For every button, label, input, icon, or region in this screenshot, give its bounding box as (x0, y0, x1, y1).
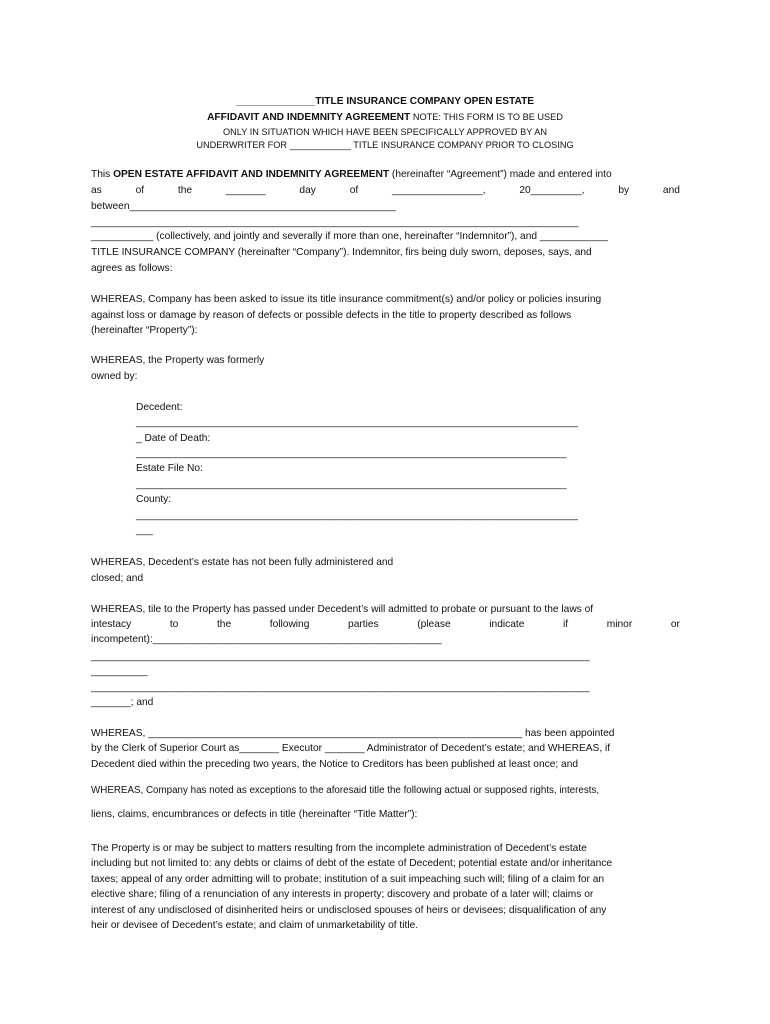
agreement-name: OPEN ESTATE AFFIDAVIT AND INDEMNITY AGREEMENT (113, 169, 390, 180)
word: following (269, 619, 310, 630)
usage-note-line: ONLY IN SITUATION WHICH HAVE BEEN SPECIFICALLY APPROVED BY AN (222, 127, 548, 137)
decedent-field[interactable]: ______________________________________________________________________________ (136, 417, 578, 428)
company-line: TITLE INSURANCE COMPANY (hereinafter “Company”). Indemnitor, firs being duly sworn, deposes, says, and (91, 247, 592, 258)
date-of-death-label: _ Date of Death: (136, 433, 211, 444)
body-line: including but not limited to: any debts or claims of debt of the estate of Decedent; potential estate and/or inheritance (91, 858, 613, 869)
word: indicate (489, 619, 525, 630)
intro-date-line (91, 184, 680, 197)
decedent-label: Decedent: (136, 402, 183, 413)
county-field-tail: ___ (136, 525, 153, 536)
word: or (670, 619, 680, 630)
whereas-line: WHEREAS, Decedent’s estate has not been fully administered and (91, 557, 394, 568)
estate-file-label: Estate File No: (136, 463, 203, 474)
document-title: ______________TITLE INSURANCE COMPANY OPEN ESTATE (235, 96, 535, 107)
month-blank: ________________, (392, 185, 486, 196)
county-label: County: (136, 494, 172, 505)
whereas-line: WHEREAS, tile to the Property has passed under Decedent’s will admitted to probate or pursuant to the laws of (91, 604, 594, 615)
whereas-line: WHEREAS, Company has noted as exceptions to the aforesaid title the following actual or supposed rights, interests, (91, 785, 600, 796)
intro-text: This (91, 169, 114, 180)
parties-field[interactable]: ________________________________________________________________________________________ (91, 682, 590, 693)
whereas-line: owned by: (91, 371, 138, 382)
body-line: The Property is or may be subject to matters resulting from the incomplete administration of Decedent’s estate (91, 843, 587, 854)
parties-field[interactable]: incompetent):___________________________________________________ (91, 634, 442, 645)
whereas-justified-line (91, 618, 680, 631)
word: minor (606, 619, 633, 630)
parties-field-tail: _______; and (91, 697, 154, 708)
date-of-death-field[interactable]: ____________________________________________________________________________ (136, 448, 567, 459)
usage-note: NOTE: THIS FORM IS TO BE USED (410, 112, 563, 122)
body-line: taxes; appeal of any order admitting will to probate; institution of a suit impeaching such will; filing of a claim for an (91, 874, 605, 885)
between-line: between_______________________________________________ (91, 201, 396, 212)
agreement-name: AFFIDAVIT AND INDEMNITY AGREEMENT (207, 112, 411, 123)
word: by (618, 185, 630, 196)
whereas-line: WHEREAS, the Property was formerly (91, 355, 265, 366)
word: the (216, 619, 232, 630)
body-line: elective share; filing of a renunciation of any interests in property; discovery and probate of a later will; claims or (91, 889, 594, 900)
word: to (169, 619, 179, 630)
word: as (91, 185, 102, 196)
indemnitor-line: ___________ (collectively, and jointly and severally if more than one, hereinafter “Indemnitor”), and ____________ (91, 231, 608, 242)
word: of (349, 185, 359, 196)
document-subtitle (0, 111, 770, 124)
whereas-line: Decedent died within the preceding two years, the Notice to Creditors has been published at least once; and (91, 759, 579, 770)
year-blank: 20_________, (519, 185, 585, 196)
parties-field[interactable]: __________ (91, 666, 148, 677)
appointee-line: WHEREAS, __________________________________________________________________ has been appointed (91, 728, 615, 739)
usage-note-line: UNDERWRITER FOR ____________ TITLE INSURANCE COMPANY PRIOR TO CLOSING (196, 140, 574, 150)
whereas-line: liens, claims, encumbrances or defects in title (hereinafter “Title Matter”): (91, 809, 418, 820)
intro-text: (hereinafter “Agreement”) made and entered into (389, 169, 612, 180)
whereas-line: WHEREAS, Company has been asked to issue its title insurance commitment(s) and/or policy or policies insuring (91, 294, 602, 305)
word: parties (348, 619, 379, 630)
body-line: heir or devisee of Decedent’s estate; and claim of unmarketability of title. (91, 920, 419, 931)
whereas-line: closed; and (91, 573, 144, 584)
whereas-line: against loss or damage by reason of defects or possible defects in the title to property described as follows (91, 310, 572, 321)
intro-line: agrees as follows: (91, 263, 173, 274)
word: of (135, 185, 145, 196)
word: and (662, 185, 680, 196)
word: day (299, 185, 316, 196)
body-line: interest of any undisclosed of disinherited heirs or undisclosed spouses of heirs or devisees; disqualification of any (91, 905, 607, 916)
whereas-line: by the Clerk of Superior Court as_______ Executor _______ Administrator of Decedent’s estate; and WHEREAS, if (91, 743, 611, 754)
blank-line: ______________________________________________________________________________________ (91, 217, 579, 228)
intro-line (91, 168, 612, 181)
word: intestacy (91, 619, 132, 630)
word: if (563, 619, 569, 630)
estate-file-field[interactable]: ____________________________________________________________________________ (136, 479, 567, 490)
whereas-line: (hereinafter “Property”): (91, 325, 198, 336)
parties-field[interactable]: ________________________________________________________________________________________ (91, 651, 590, 662)
word: (please (417, 619, 451, 630)
day-blank: _______ (225, 185, 266, 196)
county-field[interactable]: ______________________________________________________________________________ (136, 510, 578, 521)
word: the (177, 185, 193, 196)
